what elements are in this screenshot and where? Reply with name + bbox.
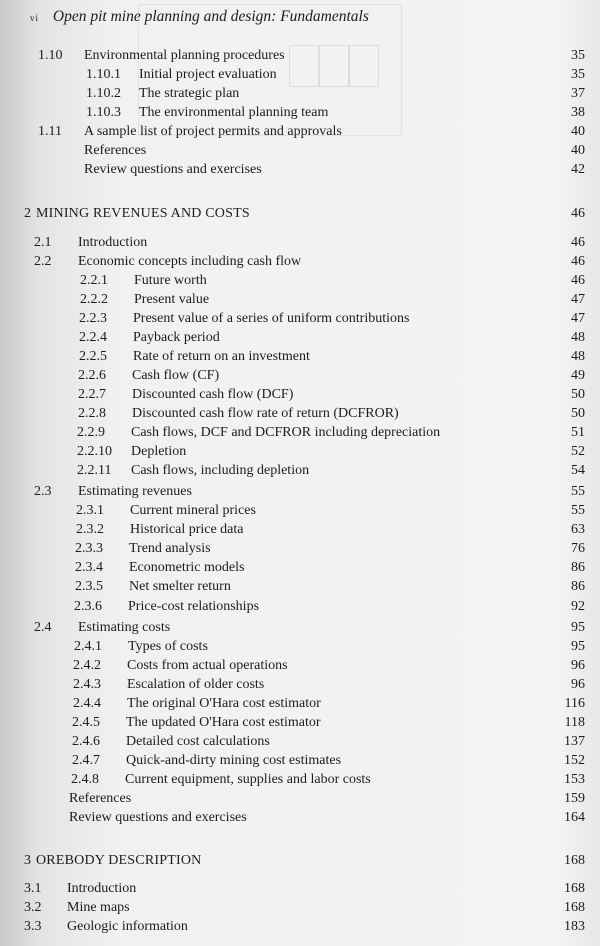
toc-page-number: 152: [564, 753, 585, 768]
toc-entry-row: [0, 122, 600, 142]
toc-page-number: 168: [564, 900, 585, 915]
toc-section-number: 2.4.7: [72, 753, 100, 768]
toc-entry-row: [0, 404, 600, 424]
toc-page-number: 96: [571, 658, 585, 673]
toc-page-number: 40: [571, 143, 585, 158]
toc-section-number: 1.10.1: [86, 67, 121, 82]
toc-page-number: 86: [571, 579, 585, 594]
toc-chapter-row: [0, 204, 600, 224]
toc-entry-row: [0, 713, 600, 733]
toc-section-number: 2.2.10: [77, 444, 112, 459]
header-book-title: Open pit mine planning and design: Fundamentals: [52, 8, 369, 25]
toc-entry-row: [0, 271, 600, 291]
toc-page-number: 159: [564, 791, 585, 806]
toc-page-number: 42: [571, 162, 585, 177]
toc-entry-row: [0, 141, 600, 161]
toc-entry-row: [0, 482, 600, 502]
toc-section-title: Future worth: [134, 273, 207, 288]
toc-page-number: 183: [564, 919, 585, 934]
toc-section-title: Economic concepts including cash flow: [78, 254, 302, 269]
toc-section-title: Historical price data: [130, 522, 244, 537]
toc-section-title: Current mineral prices: [130, 503, 256, 518]
running-header: [30, 8, 369, 26]
toc-page-number: 95: [571, 639, 585, 654]
toc-entry-row: [0, 252, 600, 272]
toc-page-number: 50: [571, 387, 585, 402]
toc-page-number: 48: [571, 330, 585, 345]
toc-section-number: 2.4.5: [72, 715, 100, 730]
toc-section-number: 2.2.4: [79, 330, 107, 345]
toc-section-title: Escalation of older costs: [127, 677, 265, 692]
toc-entry-row: [0, 751, 600, 771]
toc-entry-row: [0, 328, 600, 348]
toc-section-number: 2.4.6: [72, 734, 100, 749]
toc-entry-row: [0, 558, 600, 578]
toc-section-number: 2.4.4: [73, 696, 101, 711]
toc-page-number: 47: [571, 292, 585, 307]
toc-section-number: 2.4.1: [74, 639, 102, 654]
toc-section-number: 2.3.4: [75, 560, 103, 575]
toc-section-number: 3: [24, 853, 31, 868]
toc-section-title: References: [69, 791, 132, 806]
toc-entry-row: [0, 789, 600, 809]
toc-section-number: 2.3.6: [74, 599, 102, 614]
toc-entry-row: [0, 103, 600, 123]
toc-page-number: 37: [571, 86, 585, 101]
toc-section-title: The original O'Hara cost estimator: [127, 696, 321, 711]
toc-entry-row: [0, 309, 600, 329]
toc-section-number: 2.2.8: [78, 406, 106, 421]
toc-page-number: 55: [571, 503, 585, 518]
toc-entry-row: [0, 520, 600, 540]
toc-entry-row: [0, 694, 600, 714]
toc-section-title: Introduction: [78, 235, 148, 250]
toc-section-title: Quick-and-dirty mining cost estimates: [126, 753, 342, 768]
toc-page-number: 52: [571, 444, 585, 459]
toc-page-number: 35: [571, 67, 585, 82]
toc-section-number: 2.2: [34, 254, 52, 269]
toc-section-number: 2.3.2: [76, 522, 104, 537]
toc-entry-row: [0, 917, 600, 937]
toc-page-number: 86: [571, 560, 585, 575]
toc-section-title: Payback period: [133, 330, 220, 345]
toc-entry-row: [0, 770, 600, 790]
toc-page-number: 164: [564, 810, 585, 825]
toc-page-number: 49: [571, 368, 585, 383]
toc-section-number: 3.2: [24, 900, 42, 915]
toc-section-title: Econometric models: [129, 560, 245, 575]
toc-section-title: Present value: [134, 292, 210, 307]
toc-section-number: 1.10.2: [86, 86, 121, 101]
toc-entry-row: [0, 442, 600, 462]
toc-section-number: 2.2.7: [78, 387, 106, 402]
toc-section-number: 2.1: [34, 235, 52, 250]
toc-section-title: Depletion: [131, 444, 187, 459]
toc-page-number: 153: [564, 772, 585, 787]
toc-section-number: 2.3.3: [75, 541, 103, 556]
toc-page-number: 76: [571, 541, 585, 556]
toc-entry-row: [0, 366, 600, 386]
toc-entry-row: [0, 618, 600, 638]
toc-section-title: Cash flow (CF): [132, 368, 220, 383]
toc-page-number: 137: [564, 734, 585, 749]
toc-page-number: 47: [571, 311, 585, 326]
toc-section-title: References: [84, 143, 147, 158]
toc-page-number: 63: [571, 522, 585, 537]
toc-page-number: 48: [571, 349, 585, 364]
toc-entry-row: [0, 84, 600, 104]
toc-section-number: 1.10: [38, 48, 63, 63]
toc-page-number: 38: [571, 105, 585, 120]
toc-section-title: Types of costs: [128, 639, 208, 654]
toc-page-number: 46: [571, 235, 585, 250]
toc-section-number: 1.11: [38, 124, 62, 139]
toc-page-number: 50: [571, 406, 585, 421]
toc-section-number: 2.2.1: [80, 273, 108, 288]
toc-entry-row: [0, 46, 600, 66]
toc-section-number: 2.2.9: [77, 425, 105, 440]
toc-section-title: Introduction: [67, 881, 137, 896]
toc-page-number: 54: [571, 463, 585, 478]
toc-section-title: Cash flows, DCF and DCFROR including depreciation: [131, 425, 441, 440]
toc-entry-row: [0, 290, 600, 310]
toc-section-title: Geologic information: [67, 919, 188, 934]
toc-section-number: 2.4.8: [71, 772, 99, 787]
toc-section-title: Cash flows, including depletion: [131, 463, 310, 478]
toc-page-number: 168: [564, 881, 585, 896]
toc-page-number: 95: [571, 620, 585, 635]
toc-entry-row: [0, 675, 600, 695]
toc-entry-row: [0, 898, 600, 918]
toc-section-title: Environmental planning procedures: [84, 48, 285, 63]
toc-section-title: Net smelter return: [129, 579, 231, 594]
toc-section-title: The updated O'Hara cost estimator: [126, 715, 321, 730]
toc-section-number: 2.2.6: [78, 368, 106, 383]
toc-section-number: 2.2.11: [77, 463, 112, 478]
toc-section-number: 2: [24, 206, 31, 221]
toc-section-number: 3.1: [24, 881, 42, 896]
toc-chapter-row: [0, 851, 600, 871]
toc-entry-row: [0, 577, 600, 597]
toc-page-number: 92: [571, 599, 585, 614]
toc-entry-row: [0, 160, 600, 180]
toc-section-number: 3.3: [24, 919, 42, 934]
toc-section-number: 2.2.2: [80, 292, 108, 307]
toc-section-number: 2.3.1: [76, 503, 104, 518]
toc-entry-row: [0, 879, 600, 899]
toc-section-title: MINING REVENUES AND COSTS: [36, 206, 250, 221]
toc-section-title: Discounted cash flow rate of return (DCFROR): [132, 406, 399, 421]
toc-section-number: 2.3.5: [75, 579, 103, 594]
toc-entry-row: [0, 385, 600, 405]
toc-section-title: Present value of a series of uniform contributions: [133, 311, 410, 326]
toc-section-number: 1.10.3: [86, 105, 121, 120]
toc-section-title: Mine maps: [67, 900, 130, 915]
toc-page-number: 35: [571, 48, 585, 63]
toc-section-title: Estimating costs: [78, 620, 171, 635]
toc-entry-row: [0, 732, 600, 752]
toc-entry-row: [0, 347, 600, 367]
toc-entry-row: [0, 597, 600, 617]
toc-page-number: 118: [564, 715, 585, 730]
toc-entry-row: [0, 233, 600, 253]
toc-section-title: Rate of return on an investment: [133, 349, 310, 364]
toc-entry-row: [0, 539, 600, 559]
toc-page-number: 46: [571, 273, 585, 288]
toc-section-number: 2.2.5: [79, 349, 107, 364]
toc-section-title: Costs from actual operations: [127, 658, 288, 673]
toc-page-number: 46: [571, 206, 585, 221]
toc-section-number: 2.4: [34, 620, 52, 635]
toc-section-title: OREBODY DESCRIPTION: [36, 853, 202, 868]
toc-section-title: Discounted cash flow (DCF): [132, 387, 294, 402]
toc-section-title: Price-cost relationships: [128, 599, 260, 614]
toc-entry-row: [0, 637, 600, 657]
toc-page-number: 55: [571, 484, 585, 499]
toc-section-number: 2.3: [34, 484, 52, 499]
toc-section-number: 2.2.3: [79, 311, 107, 326]
toc-page-number: 46: [571, 254, 585, 269]
toc-section-title: Review questions and exercises: [69, 810, 247, 825]
toc-entry-row: [0, 65, 600, 85]
toc-page-number: 40: [571, 124, 585, 139]
toc-section-title: A sample list of project permits and approvals: [84, 124, 342, 139]
toc-section-title: Review questions and exercises: [84, 162, 262, 177]
toc-page-number: 116: [564, 696, 585, 711]
header-page-number: vi: [30, 13, 40, 23]
toc-entry-row: [0, 808, 600, 828]
toc-entry-row: [0, 461, 600, 481]
toc-section-number: 2.4.2: [73, 658, 101, 673]
toc-section-title: Current equipment, supplies and labor costs: [125, 772, 371, 787]
toc-section-title: The strategic plan: [139, 86, 240, 101]
toc-page-number: 96: [571, 677, 585, 692]
toc-entry-row: [0, 656, 600, 676]
toc-section-title: The environmental planning team: [139, 105, 329, 120]
toc-section-title: Detailed cost calculations: [126, 734, 270, 749]
toc-entry-row: [0, 501, 600, 521]
toc-section-number: 2.4.3: [73, 677, 101, 692]
toc-section-title: Trend analysis: [129, 541, 211, 556]
toc-section-title: Initial project evaluation: [139, 67, 277, 82]
toc-page-number: 51: [571, 425, 585, 440]
toc-entry-row: [0, 423, 600, 443]
toc-section-title: Estimating revenues: [78, 484, 192, 499]
toc-page-number: 168: [564, 853, 585, 868]
